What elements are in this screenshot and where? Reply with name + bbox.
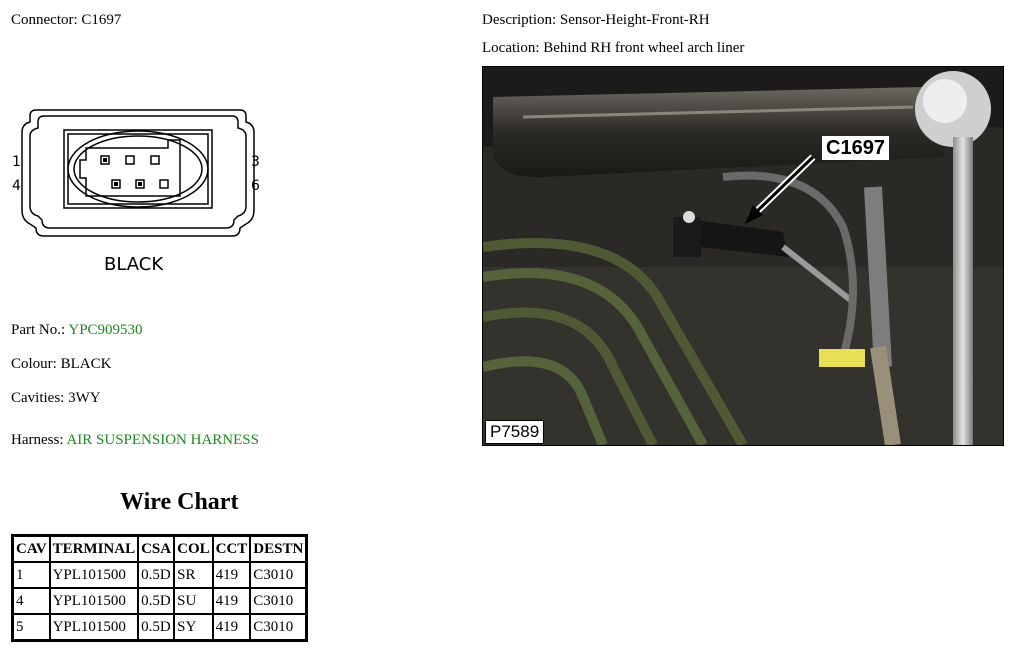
col-header-csa: CSA — [138, 536, 174, 563]
connector-face-diagram — [8, 100, 268, 280]
location-line — [482, 39, 744, 57]
cavities-value: 3WY — [68, 390, 101, 406]
table-row — [13, 588, 307, 614]
connector-value: C1697 — [81, 12, 122, 28]
description-label: Description: — [482, 12, 557, 28]
pin-label-1: 1 — [12, 154, 21, 170]
photo-callout-label: C1697 — [822, 136, 889, 160]
cavities-label: Cavities: — [11, 390, 65, 406]
cell-terminal: YPL101500 — [50, 588, 139, 614]
col-header-cav: CAV — [13, 536, 50, 563]
cell-cav: 5 — [13, 614, 50, 641]
connector-line — [11, 11, 121, 29]
pin-label-6: 6 — [251, 178, 260, 194]
cavities-line — [11, 389, 101, 407]
harness-label: Harness: — [11, 432, 64, 448]
cell-destn: C3010 — [250, 562, 307, 588]
harness-link[interactable]: AIR SUSPENSION HARNESS — [66, 432, 259, 448]
colour-line — [11, 355, 111, 373]
col-header-destn: DESTN — [250, 536, 307, 563]
cell-col: SY — [174, 614, 213, 641]
cell-cct: 419 — [213, 562, 251, 588]
wire-chart-table — [11, 534, 308, 642]
cell-cct: 419 — [213, 588, 251, 614]
cell-csa: 0.5D — [138, 588, 174, 614]
cell-col: SR — [174, 562, 213, 588]
cell-csa: 0.5D — [138, 614, 174, 641]
pin-label-4: 4 — [12, 178, 21, 194]
location-photo — [482, 66, 1004, 446]
col-header-col: COL — [174, 536, 213, 563]
location-value: Behind RH front wheel arch liner — [543, 40, 745, 56]
part-no-line — [11, 321, 143, 339]
table-row — [13, 614, 307, 641]
harness-line — [11, 431, 259, 449]
cell-csa: 0.5D — [138, 562, 174, 588]
table-header-row — [13, 536, 307, 563]
cell-cav: 1 — [13, 562, 50, 588]
col-header-terminal: TERMINAL — [50, 536, 139, 563]
col-header-cct: CCT — [213, 536, 251, 563]
connector-label: Connector: — [11, 12, 78, 28]
cell-terminal: YPL101500 — [50, 614, 139, 641]
cell-col: SU — [174, 588, 213, 614]
diagram-colour-label: BLACK — [104, 254, 164, 275]
cell-destn: C3010 — [250, 614, 307, 641]
cell-terminal: YPL101500 — [50, 562, 139, 588]
cell-destn: C3010 — [250, 588, 307, 614]
location-label: Location: — [482, 40, 540, 56]
cell-cav: 4 — [13, 588, 50, 614]
part-no-label: Part No.: — [11, 322, 66, 338]
pin-label-3: 3 — [251, 154, 260, 170]
description-line — [482, 11, 710, 29]
table-row — [13, 562, 307, 588]
cell-cct: 419 — [213, 614, 251, 641]
part-no-link[interactable]: YPC909530 — [68, 322, 143, 338]
wire-chart-title: Wire Chart — [120, 489, 239, 515]
colour-value: BLACK — [60, 356, 112, 372]
description-value: Sensor-Height-Front-RH — [559, 12, 710, 28]
photo-id-label: P7589 — [485, 420, 544, 444]
photo-illustration — [483, 67, 1003, 445]
colour-label: Colour: — [11, 356, 57, 372]
